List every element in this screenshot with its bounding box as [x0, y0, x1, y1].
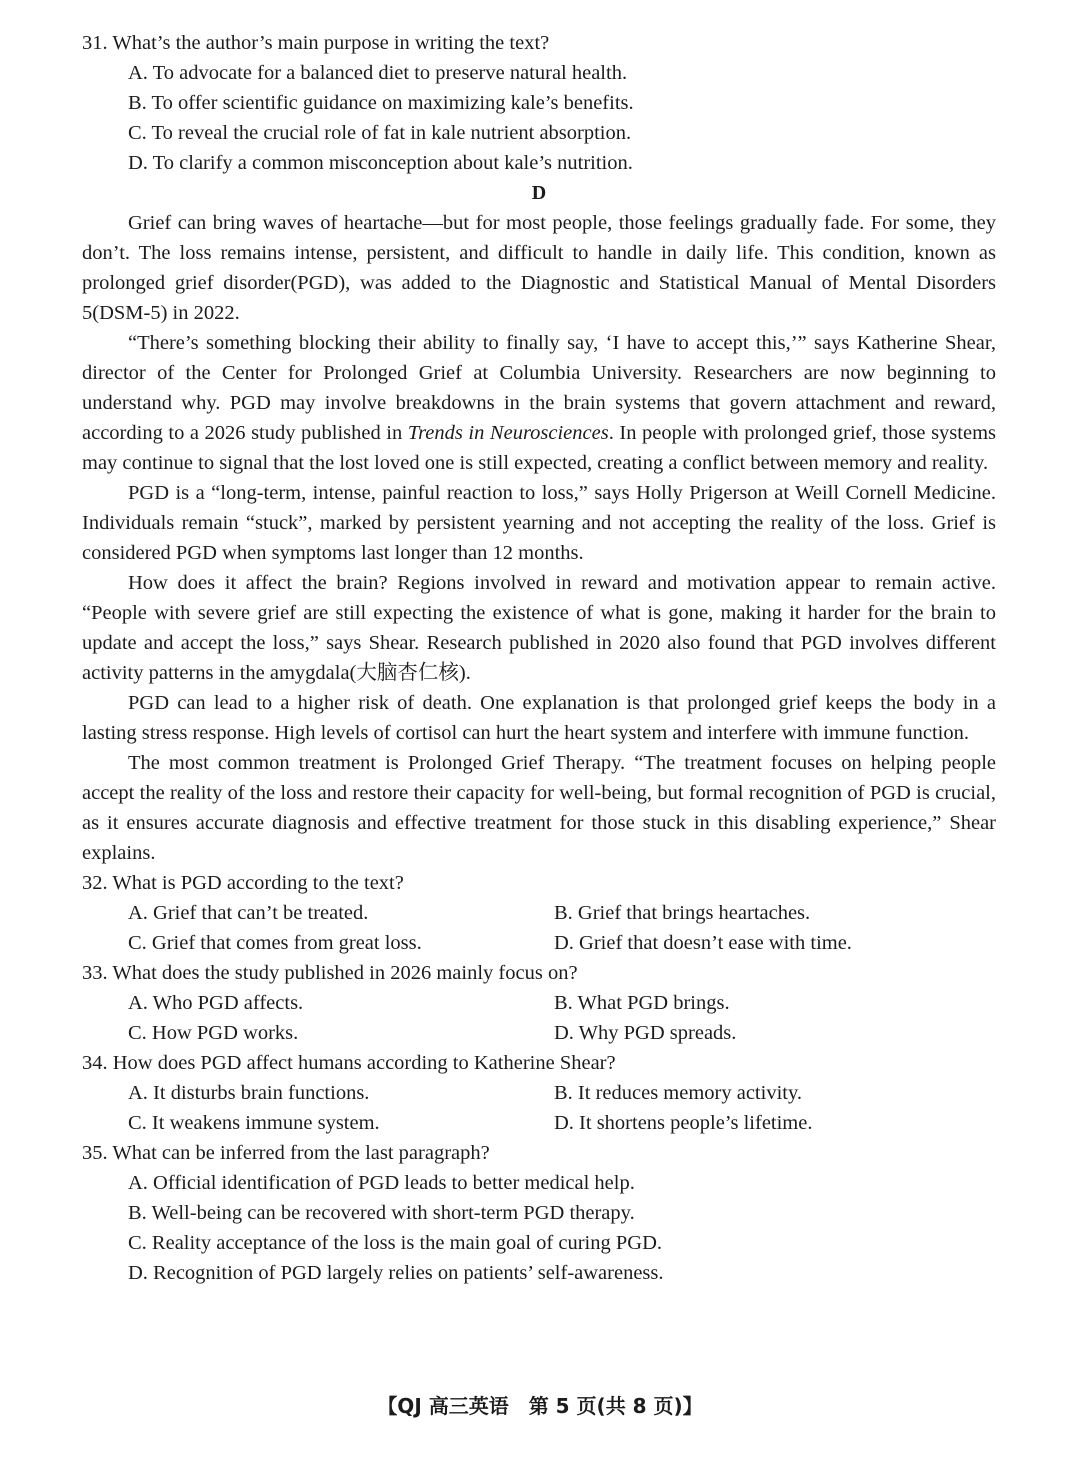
option-c: C. Grief that comes from great loss.	[128, 932, 422, 954]
passage	[82, 208, 996, 868]
option-b: B. Grief that brings heartaches.	[554, 902, 811, 924]
option-b: B. What PGD brings.	[554, 992, 730, 1014]
paragraph-2-part-1: “There’s something blocking their ability to finally say, ‘I have to accept this,’” says Katherine Shear, director of the Center for Prolonged Grief at Columbia University. Researchers are now beginning to understand why. PGD may involve breakdowns in the brain systems that govern attachment and reward, according to a 2026 study published in	[82, 332, 996, 444]
journal-title: Trends in Neurosciences	[407, 422, 609, 444]
section-heading: D	[531, 182, 547, 204]
paragraph-4: How does it affect the brain? Regions involved in reward and motivation appear to remain active. “People with severe grief are still expecting the existence of what is gone, making it harder for the brain to update and accept the loss,” says Shear. Research published in 2020 also found that PGD involves different activity patterns in the amygdala(大脑杏仁核).	[82, 572, 996, 684]
option-c: C. Reality acceptance of the loss is the main goal of curing PGD.	[128, 1232, 663, 1254]
question-stem: 31. What’s the author’s main purpose in writing the text?	[82, 32, 550, 54]
option-b: B. Well-being can be recovered with short-term PGD therapy.	[128, 1202, 635, 1224]
option-c: C. It weakens immune system.	[128, 1112, 380, 1134]
question-stem: 33. What does the study published in 2026 mainly focus on?	[82, 962, 578, 984]
option-d: D. Why PGD spreads.	[554, 1022, 737, 1044]
option-a: A. It disturbs brain functions.	[128, 1082, 370, 1104]
option-a: A. To advocate for a balanced diet to preserve natural health.	[128, 62, 628, 84]
question-stem: 32. What is PGD according to the text?	[82, 872, 404, 894]
paragraph-6: The most common treatment is Prolonged Grief Therapy. “The treatment focuses on helping people accept the reality of the loss and restore their capacity for well-being, but formal recognition of PGD is crucial, as it ensures accurate diagnosis and effective treatment for those stuck in this disabling experience,” Shear explains.	[82, 752, 996, 864]
question-stem: 34. How does PGD affect humans according to Katherine Shear?	[82, 1052, 616, 1074]
paragraph-5: PGD can lead to a higher risk of death. One explanation is that prolonged grief keeps the body in a lasting stress response. High levels of cortisol can hurt the heart system and interfere with immune function.	[82, 692, 996, 744]
paragraph-2	[82, 328, 996, 478]
option-d: D. It shortens people’s lifetime.	[554, 1112, 813, 1134]
option-d: D. To clarify a common misconception about kale’s nutrition.	[128, 152, 633, 174]
option-c: C. How PGD works.	[128, 1022, 299, 1044]
option-a: A. Grief that can’t be treated.	[128, 902, 369, 924]
paragraph-3: PGD is a “long-term, intense, painful reaction to loss,” says Holly Prigerson at Weill Cornell Medicine. Individuals remain “stuck”, marked by persistent yearning and not accepting the reality of the loss. Grief is considered PGD when symptoms last longer than 12 months.	[82, 482, 996, 564]
option-b: B. It reduces memory activity.	[554, 1082, 803, 1104]
question-stem: 35. What can be inferred from the last paragraph?	[82, 1142, 490, 1164]
option-d: D. Recognition of PGD largely relies on patients’ self-awareness.	[128, 1262, 664, 1284]
option-a: A. Who PGD affects.	[128, 992, 304, 1014]
question-32	[82, 868, 996, 958]
page-footer: 【QJ 高三英语 第 5 页(共 8 页)】	[377, 1394, 703, 1418]
question-35	[82, 1138, 996, 1288]
question-33	[82, 958, 996, 1048]
question-34	[82, 1048, 996, 1138]
question-31	[82, 28, 996, 178]
option-d: D. Grief that doesn’t ease with time.	[554, 932, 852, 954]
option-a: A. Official identification of PGD leads to better medical help.	[128, 1172, 635, 1194]
option-b: B. To offer scientific guidance on maximizing kale’s benefits.	[128, 92, 634, 114]
paragraph-2-part-2: . In people with prolonged grief, those systems may continue to signal that the lost loved one is still expected, creating a conflict between memory and reality.	[82, 422, 997, 474]
paragraph-1: Grief can bring waves of heartache—but for most people, those feelings gradually fade. For some, they don’t. The loss remains intense, persistent, and difficult to handle in daily life. This condition, known as prolonged grief disorder(PGD), was added to the Diagnostic and Statistical Manual of Mental Disorders 5(DSM-5) in 2022.	[82, 212, 996, 324]
option-c: C. To reveal the crucial role of fat in kale nutrient absorption.	[128, 122, 632, 144]
